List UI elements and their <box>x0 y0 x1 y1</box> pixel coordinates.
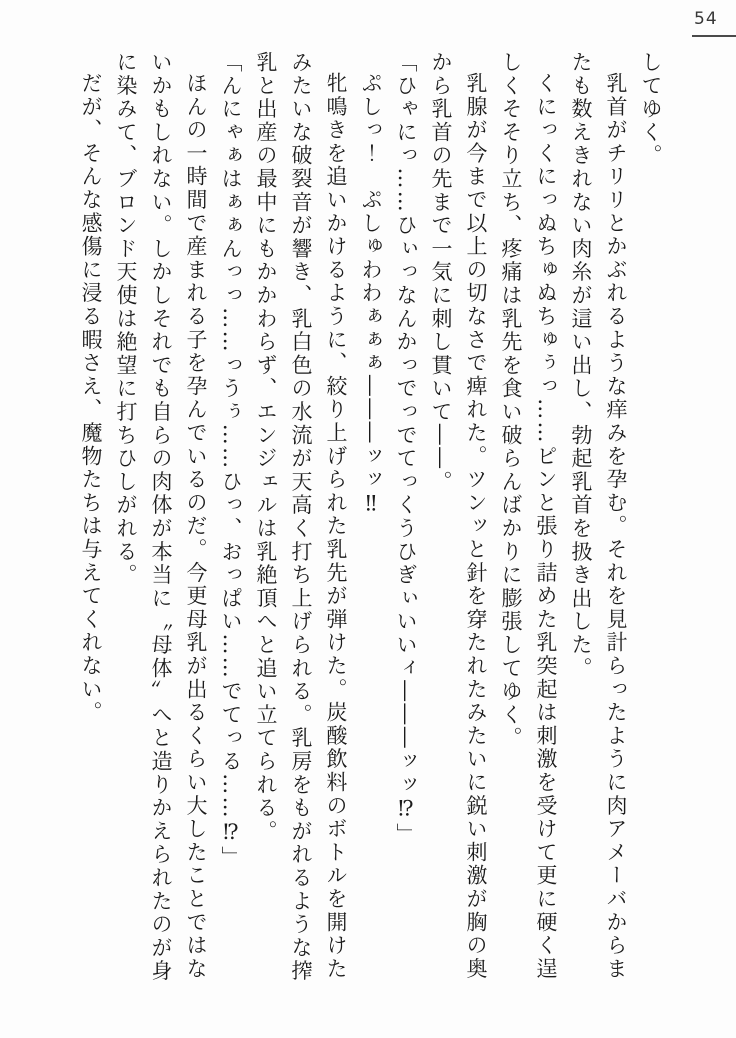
paragraph: だが、そんな感傷に浸る暇さえ、魔物たちは与えてくれない。 <box>79 72 103 725</box>
paragraph: くにっくにっぬちゅぬちゅぅっ……ピンと張り詰めた乳突起は刺激を受けて更に硬く逞しくそそり立ち、疼痛は乳先を食い破らんばかりに膨張してゆく。 <box>499 51 558 981</box>
paragraph: 牝鳴きを追いかけるように、絞り上げられた乳先が弾けた。炭酸飲料のボトルを開けたみたいな破裂音が響き、乳白色の水流が天高く打ち上げられる。乳房をもがれるような搾乳と出産の最中にもかかわらず、エンジェルは乳絶頂へと追い立てられる。 <box>254 51 348 983</box>
paragraph: 乳首がチリリとかぶれるような痒みを孕む。それを見計らったように肉アメーバからまたも数えきれない肉糸が這い出し、勃起乳首を扱き出した。 <box>569 51 628 981</box>
paragraph: してゆく。 <box>639 51 663 168</box>
paragraph: ほんの一時間で産まれる子を孕んでいるのだ。今更母乳が出るくらい大したことではないかもしれない。しかしそれでも自らの肉体が本当に〝母体〟へと造りかえられたのが身に染みて、ブロンド天使は絶望に打ちひしがれる。 <box>114 51 208 983</box>
body-text <box>73 51 668 991</box>
paragraph-dialogue: 「ひゃにっ……ひぃっなんかっでっでてっくうひぎぃいいィ―――ッッ⁉」 <box>394 51 418 847</box>
paragraph-dialogue: 「んにゃぁはぁぁんっっ……っうぅ……ひっ、おっぱい……でてっる……⁉」 <box>219 51 243 870</box>
paragraph-onomatopoeia: ぷしっ！ ぷしゅわわぁぁぁ―――ッッ‼ <box>359 72 383 518</box>
page-number: 54 <box>692 9 736 37</box>
paragraph: 乳腺が今まで以上の切なさで痺れた。ツンッと針を穿たれたみたいに鋭い刺激が胸の奥から乳首の先まで一気に刺し貫いて――。 <box>429 51 488 981</box>
